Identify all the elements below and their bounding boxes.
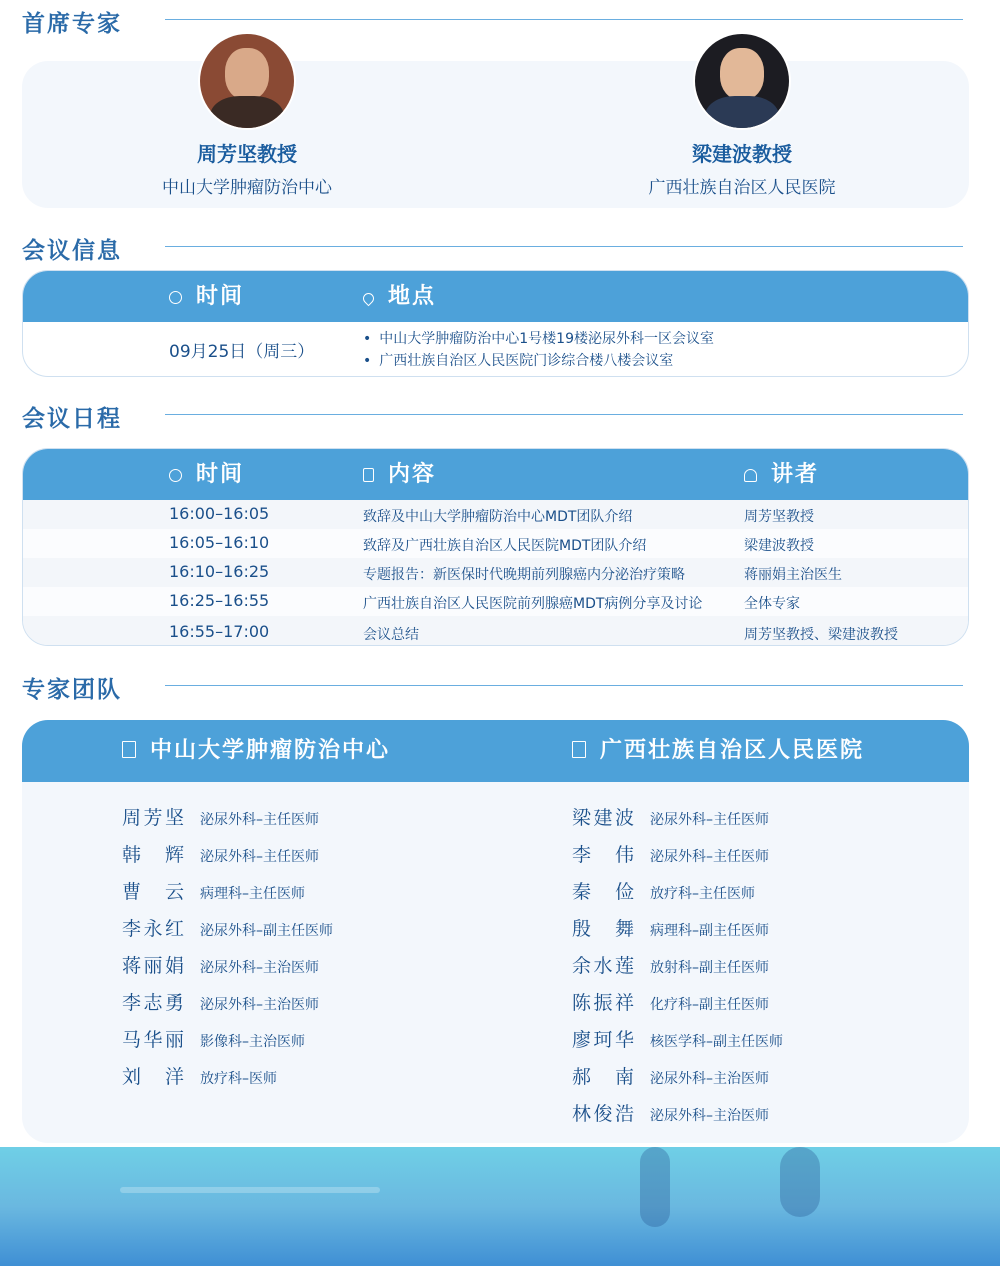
member-title: 影像科–主治医师 bbox=[200, 1034, 305, 1050]
location-pin-icon bbox=[361, 291, 377, 307]
member-name: 李志勇 bbox=[122, 992, 184, 1014]
member-name: 曹云 bbox=[122, 881, 184, 903]
team-header bbox=[22, 720, 969, 782]
agenda-row bbox=[23, 616, 968, 646]
section-title-expert-team: 专家团队 bbox=[22, 677, 122, 703]
team-member bbox=[122, 988, 319, 1018]
speaker-icon bbox=[744, 469, 757, 482]
member-title: 泌尿外科–主任医师 bbox=[200, 849, 319, 865]
meeting-locations bbox=[363, 328, 714, 372]
expert-name: 周芳坚教授 bbox=[197, 142, 297, 166]
expert-photo bbox=[200, 34, 294, 128]
member-title: 泌尿外科–主治医师 bbox=[650, 1071, 769, 1087]
member-title: 泌尿外科–主治医师 bbox=[650, 1108, 769, 1124]
section-divider bbox=[165, 685, 963, 686]
team-member bbox=[572, 803, 769, 833]
member-name: 林俊浩 bbox=[572, 1103, 634, 1125]
agenda-time: 16:05–16:10 bbox=[169, 533, 270, 552]
member-title: 泌尿外科–主治医师 bbox=[200, 960, 319, 976]
agenda-speaker-header: 讲者 bbox=[744, 449, 819, 500]
location-item: • 中山大学肿瘤防治中心1号楼19楼泌尿外科一区会议室 bbox=[363, 328, 714, 350]
team-member bbox=[122, 1062, 277, 1092]
member-title: 泌尿外科–主任医师 bbox=[650, 812, 769, 828]
section-divider bbox=[165, 19, 963, 20]
expert-photo bbox=[695, 34, 789, 128]
member-title: 泌尿外科–副主任医师 bbox=[200, 923, 333, 939]
member-title: 病理科–主任医师 bbox=[200, 886, 305, 902]
member-name: 廖珂华 bbox=[572, 1029, 634, 1051]
agenda-time: 16:10–16:25 bbox=[169, 562, 270, 581]
team-member bbox=[122, 877, 305, 907]
member-title: 病理科–副主任医师 bbox=[650, 923, 769, 939]
member-title: 核医学科–副主任医师 bbox=[650, 1034, 783, 1050]
meeting-info-table bbox=[22, 270, 969, 377]
team-member bbox=[122, 1025, 305, 1055]
agenda-content: 致辞及广西壮族自治区人民医院MDT团队介绍 bbox=[363, 538, 647, 554]
agenda-speaker: 梁建波教授 bbox=[744, 538, 814, 554]
section-title-agenda: 会议日程 bbox=[22, 406, 122, 432]
team-member bbox=[572, 877, 755, 907]
team-member bbox=[572, 1025, 783, 1055]
team-member bbox=[122, 803, 319, 833]
team-member bbox=[572, 914, 769, 944]
member-title: 化疗科–副主任医师 bbox=[650, 997, 769, 1013]
building-icon bbox=[572, 741, 586, 758]
section-title-meeting-info: 会议信息 bbox=[22, 238, 122, 264]
agenda-speaker: 周芳坚教授 bbox=[744, 509, 814, 525]
document-icon bbox=[363, 468, 374, 482]
agenda-rows bbox=[23, 500, 968, 646]
footer-background-image bbox=[0, 1147, 1000, 1266]
expert-hospital: 广西壮族自治区人民医院 bbox=[648, 178, 836, 198]
team-member bbox=[572, 840, 769, 870]
member-name: 李伟 bbox=[572, 844, 634, 866]
clock-icon bbox=[169, 291, 182, 304]
member-name: 陈振祥 bbox=[572, 992, 634, 1014]
agenda-row bbox=[23, 587, 968, 616]
clock-icon bbox=[169, 469, 182, 482]
expert-team-table bbox=[22, 720, 969, 1143]
team-member bbox=[572, 1099, 769, 1129]
member-title: 泌尿外科–主任医师 bbox=[200, 812, 319, 828]
agenda-time: 16:25–16:55 bbox=[169, 591, 270, 610]
chief-expert-1 bbox=[97, 34, 397, 198]
agenda-row bbox=[23, 529, 968, 558]
agenda-speaker: 全体专家 bbox=[744, 596, 800, 612]
agenda-content-header: 内容 bbox=[363, 449, 436, 500]
member-name: 蒋丽娟 bbox=[122, 955, 184, 977]
team-member bbox=[572, 988, 769, 1018]
team-member bbox=[122, 951, 319, 981]
location-item: • 广西壮族自治区人民医院门诊综合楼八楼会议室 bbox=[363, 350, 714, 372]
agenda-header bbox=[23, 449, 968, 500]
member-title: 放疗科–主任医师 bbox=[650, 886, 755, 902]
agenda-content: 致辞及中山大学肿瘤防治中心MDT团队介绍 bbox=[363, 509, 633, 525]
agenda-time-header: 时间 bbox=[169, 449, 244, 500]
team-member bbox=[572, 1062, 769, 1092]
agenda-content: 会议总结 bbox=[363, 627, 419, 643]
team-right-hospital: 广西壮族自治区人民医院 bbox=[572, 720, 864, 782]
member-title: 泌尿外科–主任医师 bbox=[650, 849, 769, 865]
agenda-content: 广西壮族自治区人民医院前列腺癌MDT病例分享及讨论 bbox=[363, 596, 703, 612]
member-name: 李永红 bbox=[122, 918, 184, 940]
member-title: 泌尿外科–主治医师 bbox=[200, 997, 319, 1013]
chief-expert-2 bbox=[592, 34, 892, 198]
agenda-speaker: 周芳坚教授、梁建波教授 bbox=[744, 627, 898, 643]
agenda-table bbox=[22, 448, 969, 646]
expert-name: 梁建波教授 bbox=[692, 142, 792, 166]
building-icon bbox=[122, 741, 136, 758]
member-name: 郝南 bbox=[572, 1066, 634, 1088]
member-name: 余水莲 bbox=[572, 955, 634, 977]
member-name: 刘洋 bbox=[122, 1066, 184, 1088]
section-divider bbox=[165, 246, 963, 247]
meeting-time: 09月25日（周三） bbox=[169, 342, 315, 362]
team-member bbox=[572, 951, 769, 981]
member-name: 韩辉 bbox=[122, 844, 184, 866]
member-name: 周芳坚 bbox=[122, 807, 184, 829]
agenda-time: 16:00–16:05 bbox=[169, 504, 270, 523]
expert-hospital: 中山大学肿瘤防治中心 bbox=[162, 178, 332, 198]
member-name: 梁建波 bbox=[572, 807, 634, 829]
agenda-speaker: 蒋丽娟主治医生 bbox=[744, 567, 842, 583]
time-header: 时间 bbox=[169, 271, 244, 322]
team-left-hospital: 中山大学肿瘤防治中心 bbox=[122, 720, 390, 782]
agenda-time: 16:55–17:00 bbox=[169, 622, 270, 641]
agenda-row bbox=[23, 558, 968, 587]
meeting-info-header bbox=[23, 271, 968, 322]
member-title: 放疗科–医师 bbox=[200, 1071, 277, 1087]
meeting-info-row bbox=[23, 322, 968, 377]
member-name: 马华丽 bbox=[122, 1029, 184, 1051]
agenda-row bbox=[23, 500, 968, 529]
location-header: 地点 bbox=[363, 271, 436, 322]
member-name: 殷舞 bbox=[572, 918, 634, 940]
section-title-chief-experts: 首席专家 bbox=[22, 11, 122, 37]
section-divider bbox=[165, 414, 963, 415]
team-member bbox=[122, 840, 319, 870]
member-name: 秦俭 bbox=[572, 881, 634, 903]
agenda-content: 专题报告：新医保时代晚期前列腺癌内分泌治疗策略 bbox=[363, 567, 685, 583]
team-member bbox=[122, 914, 333, 944]
member-title: 放射科–副主任医师 bbox=[650, 960, 769, 976]
